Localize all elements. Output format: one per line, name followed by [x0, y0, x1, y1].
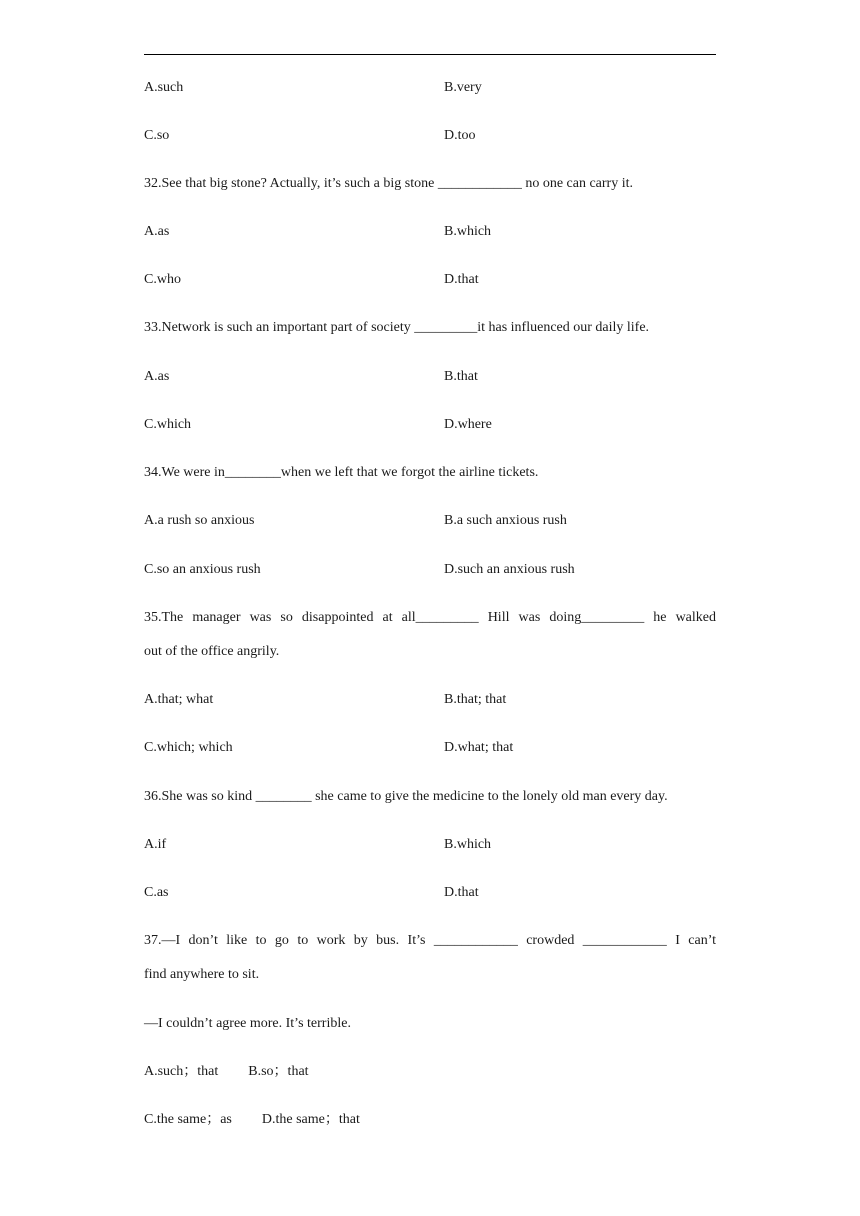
q33-stem: 33.Network is such an important part of society _________it has influenced our daily life. [144, 320, 650, 335]
q36-option-c: C.as [144, 885, 169, 900]
q32-option-a: A.as [144, 224, 170, 239]
q37-options-row2 [144, 1111, 360, 1129]
q37-options-row1 [144, 1063, 309, 1081]
q36-option-b: B.which [444, 837, 492, 852]
q33-option-a: A.as [144, 369, 170, 384]
q37-reply: —I couldn’t agree more. It’s terrible. [144, 1016, 351, 1031]
q31-option-c: C.so [144, 128, 170, 143]
q35-stem-line2: out of the office angrily. [144, 644, 280, 659]
q37-option-c: C.the same；as [144, 1112, 232, 1127]
q31-option-a: A.such [144, 80, 184, 95]
header-rule [144, 54, 716, 55]
q36-stem: 36.She was so kind ________ she came to give the medicine to the lonely old man every day. [144, 789, 668, 804]
q32-stem: 32.See that big stone? Actually, it’s such a big stone ____________ no one can carry it. [144, 176, 633, 191]
q35-stem-line1: 35.The manager was so disappointed at all_________ Hill was doing_________ he walked [144, 610, 716, 625]
q33-option-d: D.where [444, 417, 492, 432]
q34-option-d: D.such an anxious rush [444, 562, 575, 577]
q32-option-d: D.that [444, 272, 479, 287]
q31-option-b: B.very [444, 80, 482, 95]
q33-option-b: B.that [444, 369, 478, 384]
q37-stem-line1: 37.—I don’t like to go to work by bus. It’s ____________ crowded ____________ I can’t [144, 933, 716, 948]
q32-option-b: B.which [444, 224, 492, 239]
q37-option-d: D.the same；that [261, 1112, 360, 1127]
q35-option-a: A.that; what [144, 692, 214, 707]
q33-option-c: C.which [144, 417, 192, 432]
q34-stem: 34.We were in________when we left that we forgot the airline tickets. [144, 465, 539, 480]
q31-option-d: D.too [444, 128, 476, 143]
q36-option-a: A.if [144, 837, 167, 852]
q34-option-c: C.so an anxious rush [144, 562, 261, 577]
q36-option-d: D.that [444, 885, 479, 900]
q34-option-b: B.a such anxious rush [444, 513, 567, 528]
q34-option-a: A.a rush so anxious [144, 513, 255, 528]
q37-option-b: B.so；that [248, 1064, 309, 1079]
q35-option-d: D.what; that [444, 740, 514, 755]
q35-option-c: C.which; which [144, 740, 233, 755]
q32-option-c: C.who [144, 272, 181, 287]
q37-stem-line2: find anywhere to sit. [144, 967, 260, 982]
q37-option-a: A.such；that [144, 1064, 219, 1079]
q35-option-b: B.that; that [444, 692, 507, 707]
